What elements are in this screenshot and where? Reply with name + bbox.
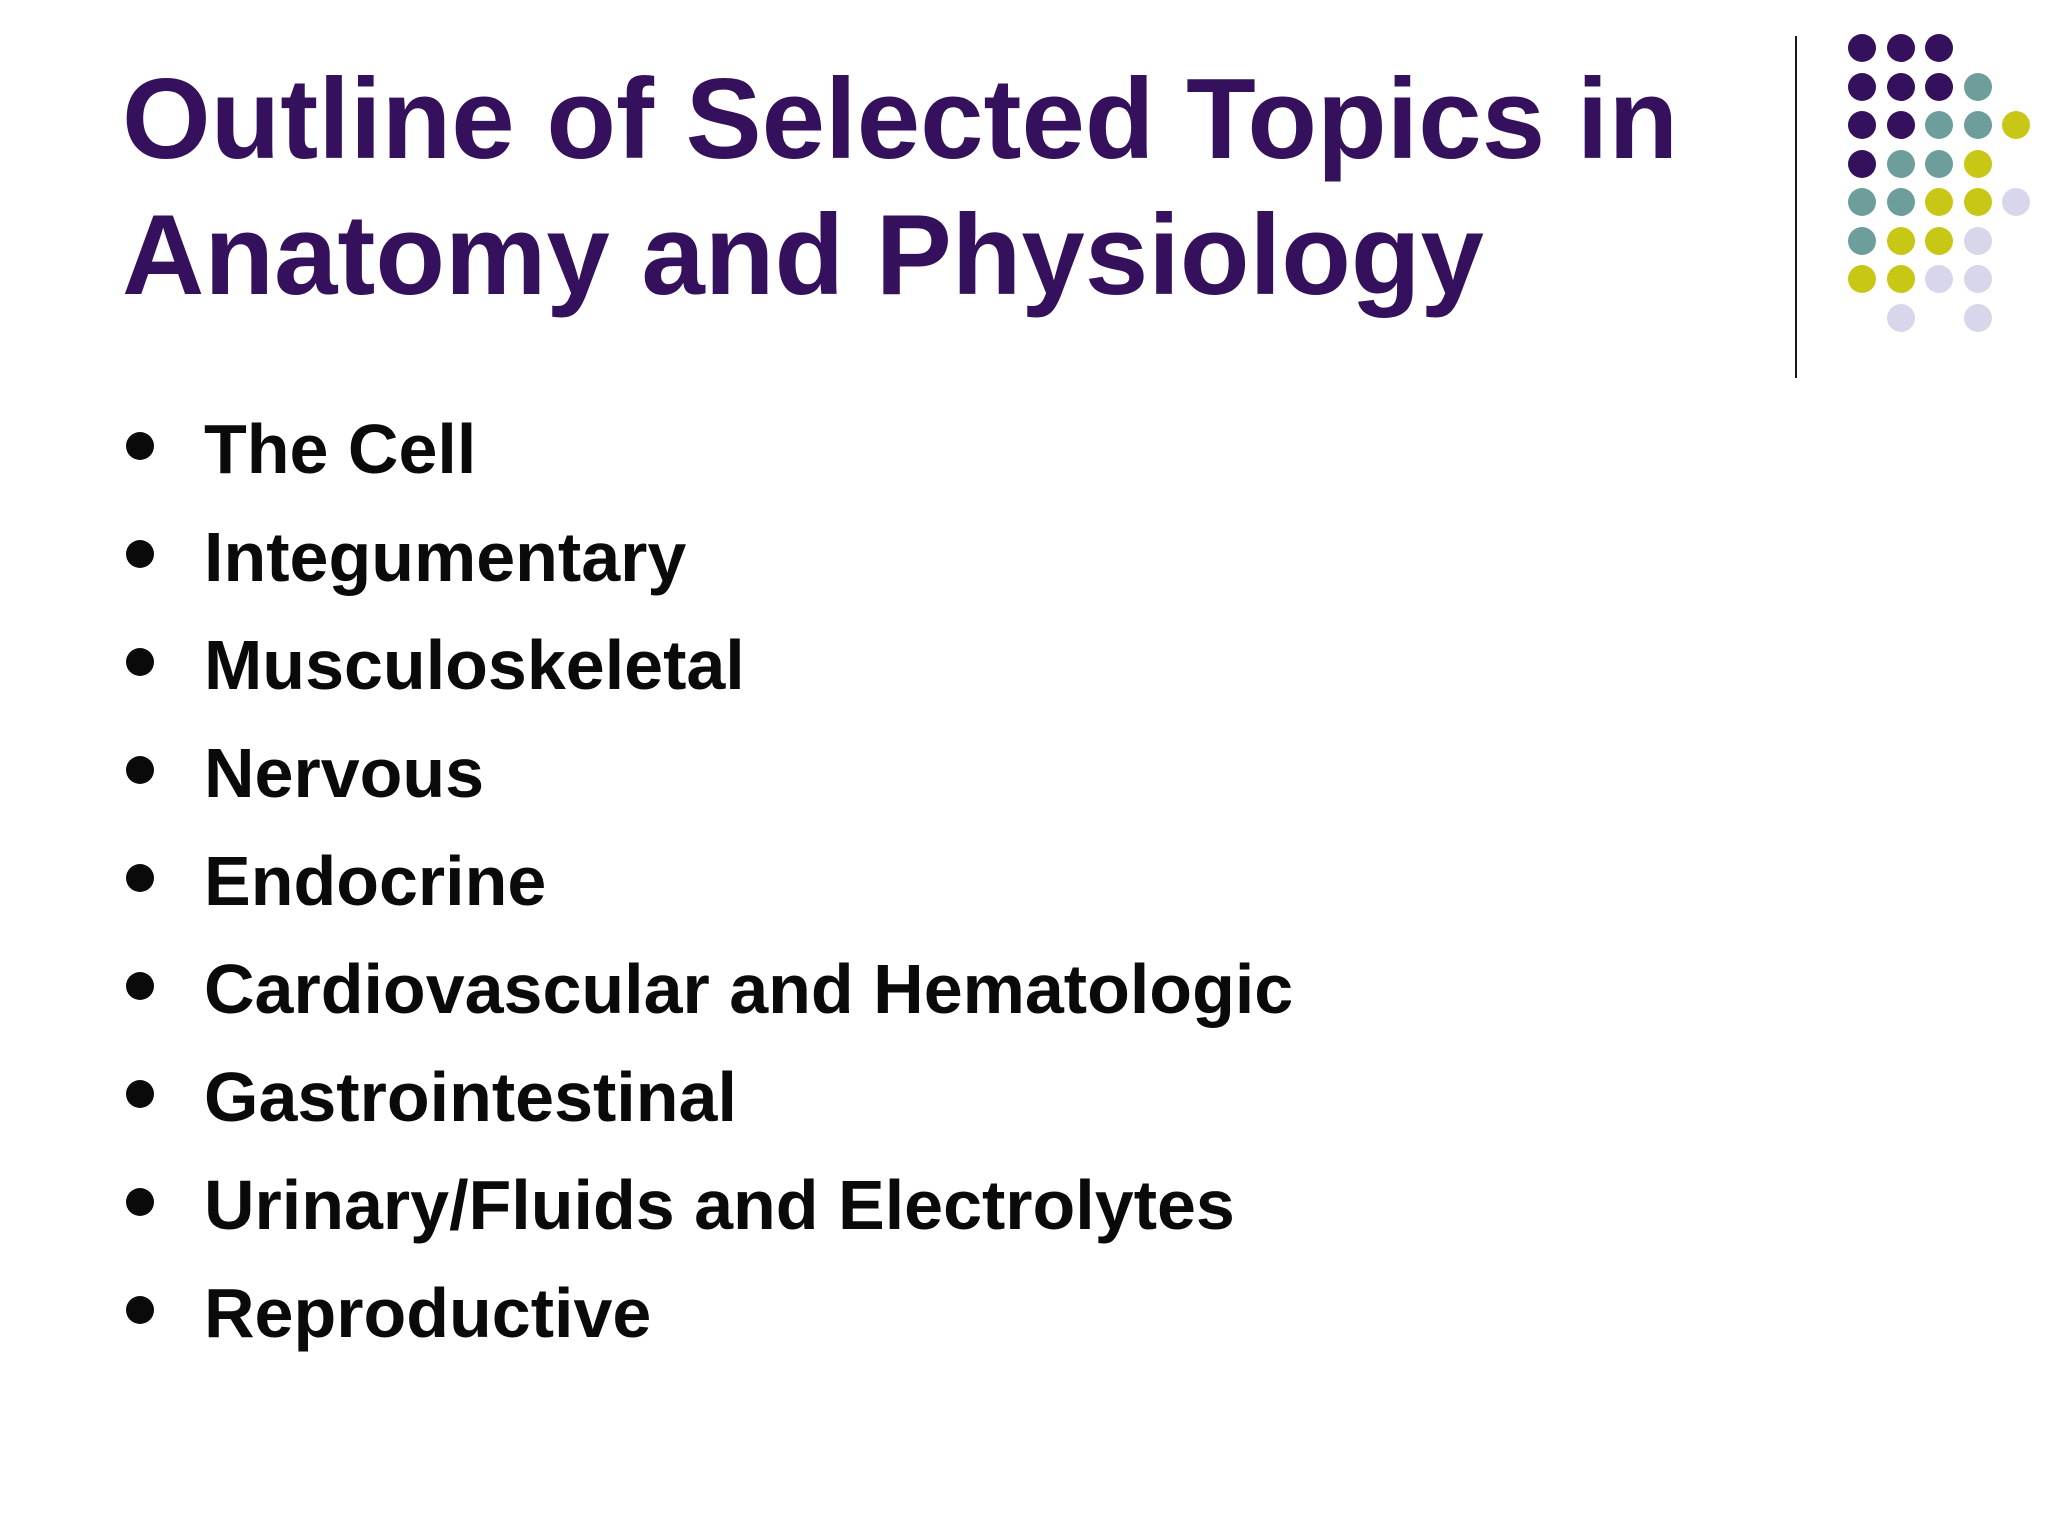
- decorative-dot: [1925, 150, 1953, 178]
- list-item: [126, 719, 1293, 827]
- list-item-label: Cardiovascular and Hematologic: [204, 950, 1294, 1028]
- bullet-icon: [126, 432, 154, 460]
- bullet-icon: [126, 1080, 154, 1108]
- decorative-dot: [1887, 227, 1915, 255]
- decorative-dot-grid: [0, 0, 2048, 400]
- decorative-dot: [1964, 265, 1992, 293]
- decorative-dot: [1887, 34, 1915, 62]
- decorative-dot: [1848, 188, 1876, 216]
- list-item: [126, 1151, 1293, 1259]
- decorative-dot: [1848, 34, 1876, 62]
- topic-list: [126, 395, 1293, 1367]
- decorative-dot: [1925, 34, 1953, 62]
- list-item-label: The Cell: [204, 410, 477, 488]
- decorative-dot: [1887, 111, 1915, 139]
- list-item-label: Nervous: [204, 734, 485, 812]
- decorative-dot: [1964, 304, 1992, 332]
- decorative-dot: [1848, 227, 1876, 255]
- bullet-icon: [126, 864, 154, 892]
- decorative-dot: [1925, 188, 1953, 216]
- list-item-label: Integumentary: [204, 518, 687, 596]
- decorative-dot: [1848, 265, 1876, 293]
- list-item: [126, 395, 1293, 503]
- list-item-label: Musculoskeletal: [204, 626, 745, 704]
- decorative-dot: [1925, 265, 1953, 293]
- decorative-dot: [1887, 304, 1915, 332]
- decorative-dot: [1848, 73, 1876, 101]
- decorative-dot: [1964, 150, 1992, 178]
- list-item: [126, 935, 1293, 1043]
- list-item: [126, 503, 1293, 611]
- list-item-label: Gastrointestinal: [204, 1058, 737, 1136]
- list-item-label: Endocrine: [204, 842, 547, 920]
- decorative-dot: [1925, 111, 1953, 139]
- decorative-dot: [1887, 265, 1915, 293]
- decorative-dot: [1887, 150, 1915, 178]
- decorative-dot: [1925, 73, 1953, 101]
- bullet-icon: [126, 1296, 154, 1324]
- decorative-dot: [1848, 150, 1876, 178]
- bullet-icon: [126, 540, 154, 568]
- list-item-label: Reproductive: [204, 1274, 652, 1352]
- list-item: [126, 1043, 1293, 1151]
- decorative-dot: [1964, 227, 1992, 255]
- list-item: [126, 611, 1293, 719]
- title-line-2: Anatomy and Physiology: [122, 192, 1484, 319]
- list-item-label: Urinary/Fluids and Electrolytes: [204, 1166, 1235, 1244]
- decorative-dot: [2002, 188, 2030, 216]
- decorative-dot: [1964, 111, 1992, 139]
- decorative-dot: [2002, 111, 2030, 139]
- decorative-dot: [1964, 188, 1992, 216]
- decorative-dot: [1887, 188, 1915, 216]
- list-item: [126, 827, 1293, 935]
- bullet-icon: [126, 1188, 154, 1216]
- decorative-dot: [1887, 73, 1915, 101]
- bullet-icon: [126, 648, 154, 676]
- bullet-icon: [126, 972, 154, 1000]
- decorative-dot: [1964, 73, 1992, 101]
- list-item: [126, 1259, 1293, 1367]
- bullet-icon: [126, 756, 154, 784]
- decorative-dot: [1925, 227, 1953, 255]
- decorative-dot: [1848, 111, 1876, 139]
- title-line-1: Outline of Selected Topics in: [122, 56, 1679, 183]
